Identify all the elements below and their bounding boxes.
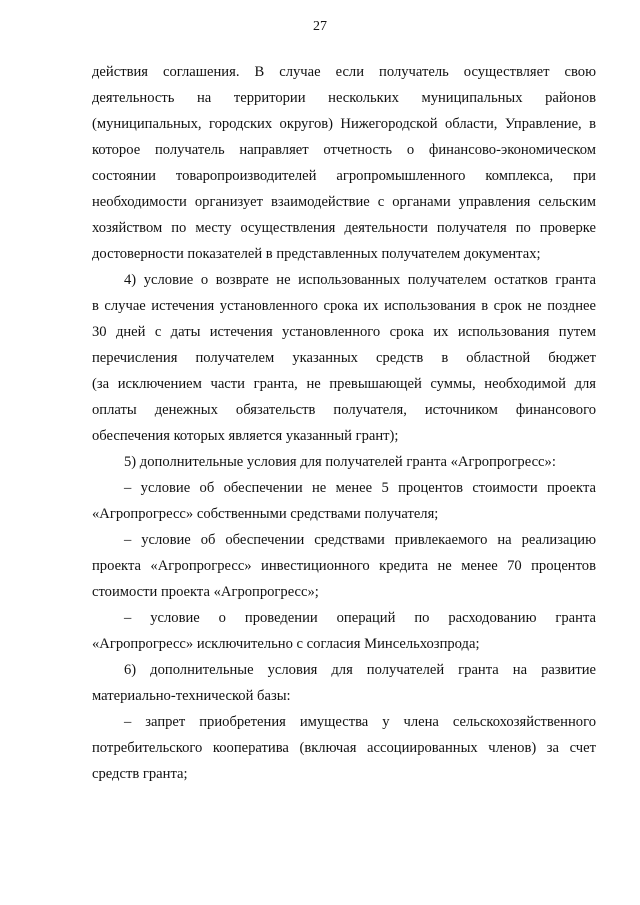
text-line: перечисления получателем указанных средств в областной бюджет (92, 350, 596, 366)
text-line: – запрет приобретения имущества у члена сельскохозяйственного (124, 714, 596, 730)
list-item-dash (92, 475, 596, 527)
page-number: 27 (313, 19, 327, 34)
list-item-dash (92, 605, 596, 657)
text-line: материально-технической базы: (92, 688, 291, 704)
paragraph-item-4 (92, 267, 596, 449)
document-body (92, 59, 596, 787)
paragraph (92, 59, 596, 267)
text-line: в случае истечения установленного срока их использования в срок не позднее (92, 298, 596, 314)
text-line: 4) условие о возврате не использованных получателем остатков гранта (124, 272, 596, 288)
text-line: (за исключением части гранта, не превышающей суммы, необходимой для (92, 376, 596, 392)
text-line: «Агропрогресс» собственными средствами получателя; (92, 506, 439, 522)
text-line: 6) дополнительные условия для получателей гранта на развитие (124, 662, 596, 678)
list-item-dash (92, 527, 596, 605)
text-line: оплаты денежных обязательств получателя, источником финансового (92, 402, 596, 418)
text-line: стоимости проекта «Агропрогресс»; (92, 584, 319, 600)
text-line: состоянии товаропроизводителей агропромышленного комплекса, при (92, 168, 596, 184)
paragraph-item-6 (92, 657, 596, 709)
text-line: необходимости организует взаимодействие с органами управления сельским (92, 194, 596, 210)
paragraph-item-5 (92, 449, 596, 475)
text-line: 30 дней с даты истечения установленного срока их использования путем (92, 324, 596, 340)
list-item-dash (92, 709, 596, 787)
text-line: – условие об обеспечении не менее 5 процентов стоимости проекта (124, 480, 596, 496)
text-line: действия соглашения. В случае если получатель осуществляет свою (92, 64, 596, 80)
text-line: (муниципальных, городских округов) Нижегородской области, Управление, в (92, 116, 596, 132)
text-line: обеспечения которых является указанный грант); (92, 428, 399, 444)
text-line: «Агропрогресс» исключительно с согласия Минсельхозпрода; (92, 636, 480, 652)
text-line: 5) дополнительные условия для получателей гранта «Агропрогресс»: (124, 454, 556, 470)
text-line: хозяйством по месту осуществления деятельности получателя по проверке (92, 220, 596, 236)
text-line: которое получатель направляет отчетность о финансово-экономическом (92, 142, 596, 158)
text-line: – условие о проведении операций по расходованию гранта (124, 610, 596, 626)
text-line: – условие об обеспечении средствами привлекаемого на реализацию (124, 532, 596, 548)
text-line: потребительского кооператива (включая ассоциированных членов) за счет (92, 740, 596, 756)
text-line: средств гранта; (92, 766, 188, 782)
text-line: проекта «Агропрогресс» инвестиционного кредита не менее 70 процентов (92, 558, 596, 574)
text-line: деятельность на территории нескольких муниципальных районов (92, 90, 596, 106)
text-line: достоверности показателей в представленных получателем документах; (92, 246, 541, 262)
